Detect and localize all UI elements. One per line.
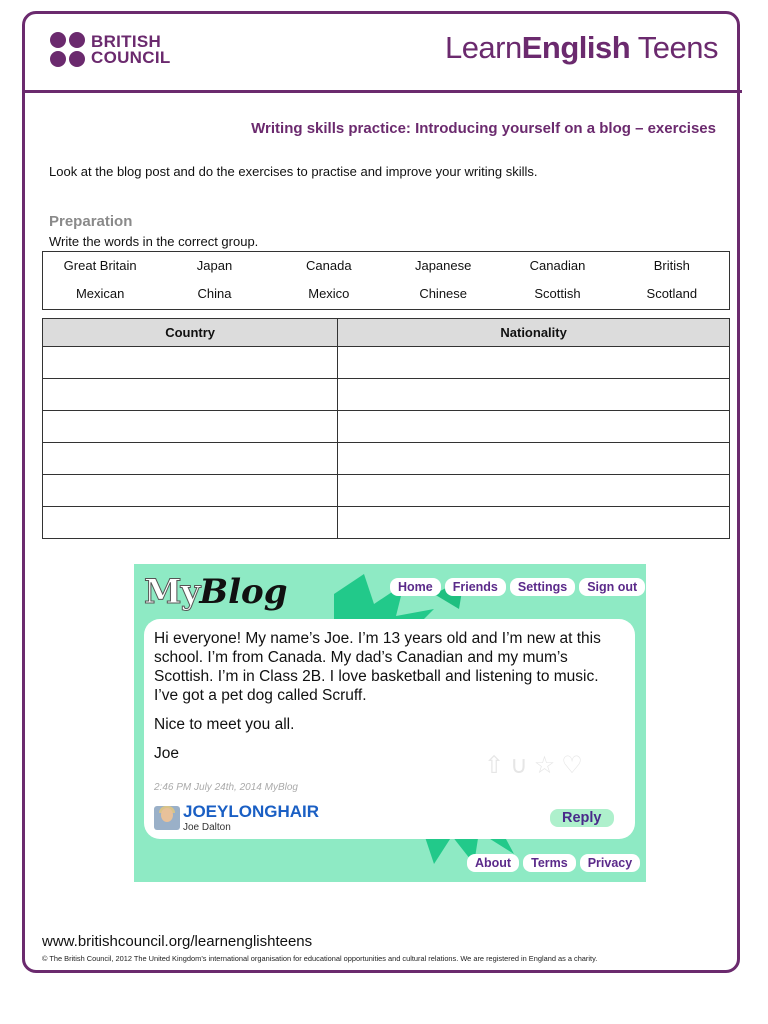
intro-text: Look at the blog post and do the exercises to practise and improve your writing skills. [49, 164, 538, 179]
thumbs-icon[interactable]: ∪ [510, 752, 528, 779]
nationality-cell[interactable] [338, 379, 730, 411]
blog-post-image [134, 564, 646, 882]
nav-friends[interactable]: Friends [445, 578, 506, 596]
country-cell[interactable] [43, 347, 338, 379]
link-about[interactable]: About [467, 854, 519, 872]
table-row [43, 475, 730, 507]
table-row [43, 347, 730, 379]
country-cell[interactable] [43, 475, 338, 507]
word-box [42, 251, 730, 310]
word-item: China [197, 286, 232, 301]
word-item: Great Britain [63, 258, 137, 273]
nav-sign-out[interactable]: Sign out [579, 578, 645, 596]
nationality-cell[interactable] [338, 475, 730, 507]
real-name: Joe Dalton [183, 822, 231, 833]
post-timestamp: 2:46 PM July 24th, 2014 MyBlog [154, 782, 298, 793]
word-item: Japan [196, 258, 233, 273]
post-signature: Joe [154, 745, 179, 762]
nav-settings[interactable]: Settings [510, 578, 575, 596]
header-divider [22, 90, 742, 93]
footer-copyright: © The British Council, 2012 The United Kingdom’s international organisation for educational opportunities and cultural relations. We are registered in England as a charity. [42, 954, 598, 963]
blog-nav [390, 578, 645, 596]
blog-footer-links [467, 854, 640, 872]
bc-dots-icon [50, 32, 85, 67]
post-paragraph: Nice to meet you all. [154, 716, 295, 733]
header-nationality: Nationality [338, 319, 730, 347]
bc-line-1: BRITISH [91, 31, 162, 51]
nationality-cell[interactable] [338, 507, 730, 539]
star-icon[interactable]: ☆ [533, 752, 556, 779]
country-cell[interactable] [43, 411, 338, 443]
table-row [43, 507, 730, 539]
exercise-instruction: Write the words in the correct group. [49, 234, 259, 249]
reaction-icons [484, 751, 583, 780]
word-item: Japanese [414, 258, 472, 273]
share-icon[interactable]: ⇧ [484, 752, 505, 779]
learnenglish-teens-logo: LearnEnglish Teens [444, 30, 718, 65]
country-cell[interactable] [43, 379, 338, 411]
blog-post-card [144, 619, 635, 839]
word-item: British [653, 258, 690, 273]
username[interactable]: JOEYLONGHAIR [183, 802, 320, 821]
reply-button[interactable]: Reply [550, 809, 614, 827]
footer-url[interactable]: www.britishcouncil.org/learnenglishteens [42, 933, 313, 950]
page-title: Writing skills practice: Introducing yourself on a blog – exercises [251, 120, 716, 137]
country-cell[interactable] [43, 443, 338, 475]
myblog-logo: MyBlog [144, 572, 288, 612]
country-nationality-table [42, 318, 730, 539]
word-item: Mexico [308, 286, 350, 301]
section-heading-preparation: Preparation [49, 213, 133, 230]
post-paragraph: Hi everyone! My name’s Joe. I’m 13 years old and I’m new at this school. I’m from Canada. My dad’s Canadian and my mum’s Scottish. I’m in Class 2B. I love basketball and listening to music. I’ve got a pet dog called Scruff. [154, 630, 601, 704]
word-item: Scotland [646, 286, 698, 301]
link-privacy[interactable]: Privacy [580, 854, 640, 872]
word-item: Canadian [529, 258, 586, 273]
british-council-logo [50, 32, 171, 67]
word-item: Canada [306, 258, 352, 273]
header-country: Country [43, 319, 338, 347]
table-row [43, 443, 730, 475]
nationality-cell[interactable] [338, 443, 730, 475]
heart-icon[interactable]: ♡ [561, 752, 583, 779]
bc-line-2: COUNCIL [91, 47, 171, 67]
word-item: Scottish [534, 286, 581, 301]
nationality-cell[interactable] [338, 347, 730, 379]
table-row [43, 379, 730, 411]
word-item: Mexican [75, 286, 125, 301]
table-row [43, 411, 730, 443]
avatar [154, 806, 180, 830]
nav-home[interactable]: Home [390, 578, 441, 596]
word-item: Chinese [419, 286, 468, 301]
link-terms[interactable]: Terms [523, 854, 576, 872]
nationality-cell[interactable] [338, 411, 730, 443]
country-cell[interactable] [43, 507, 338, 539]
